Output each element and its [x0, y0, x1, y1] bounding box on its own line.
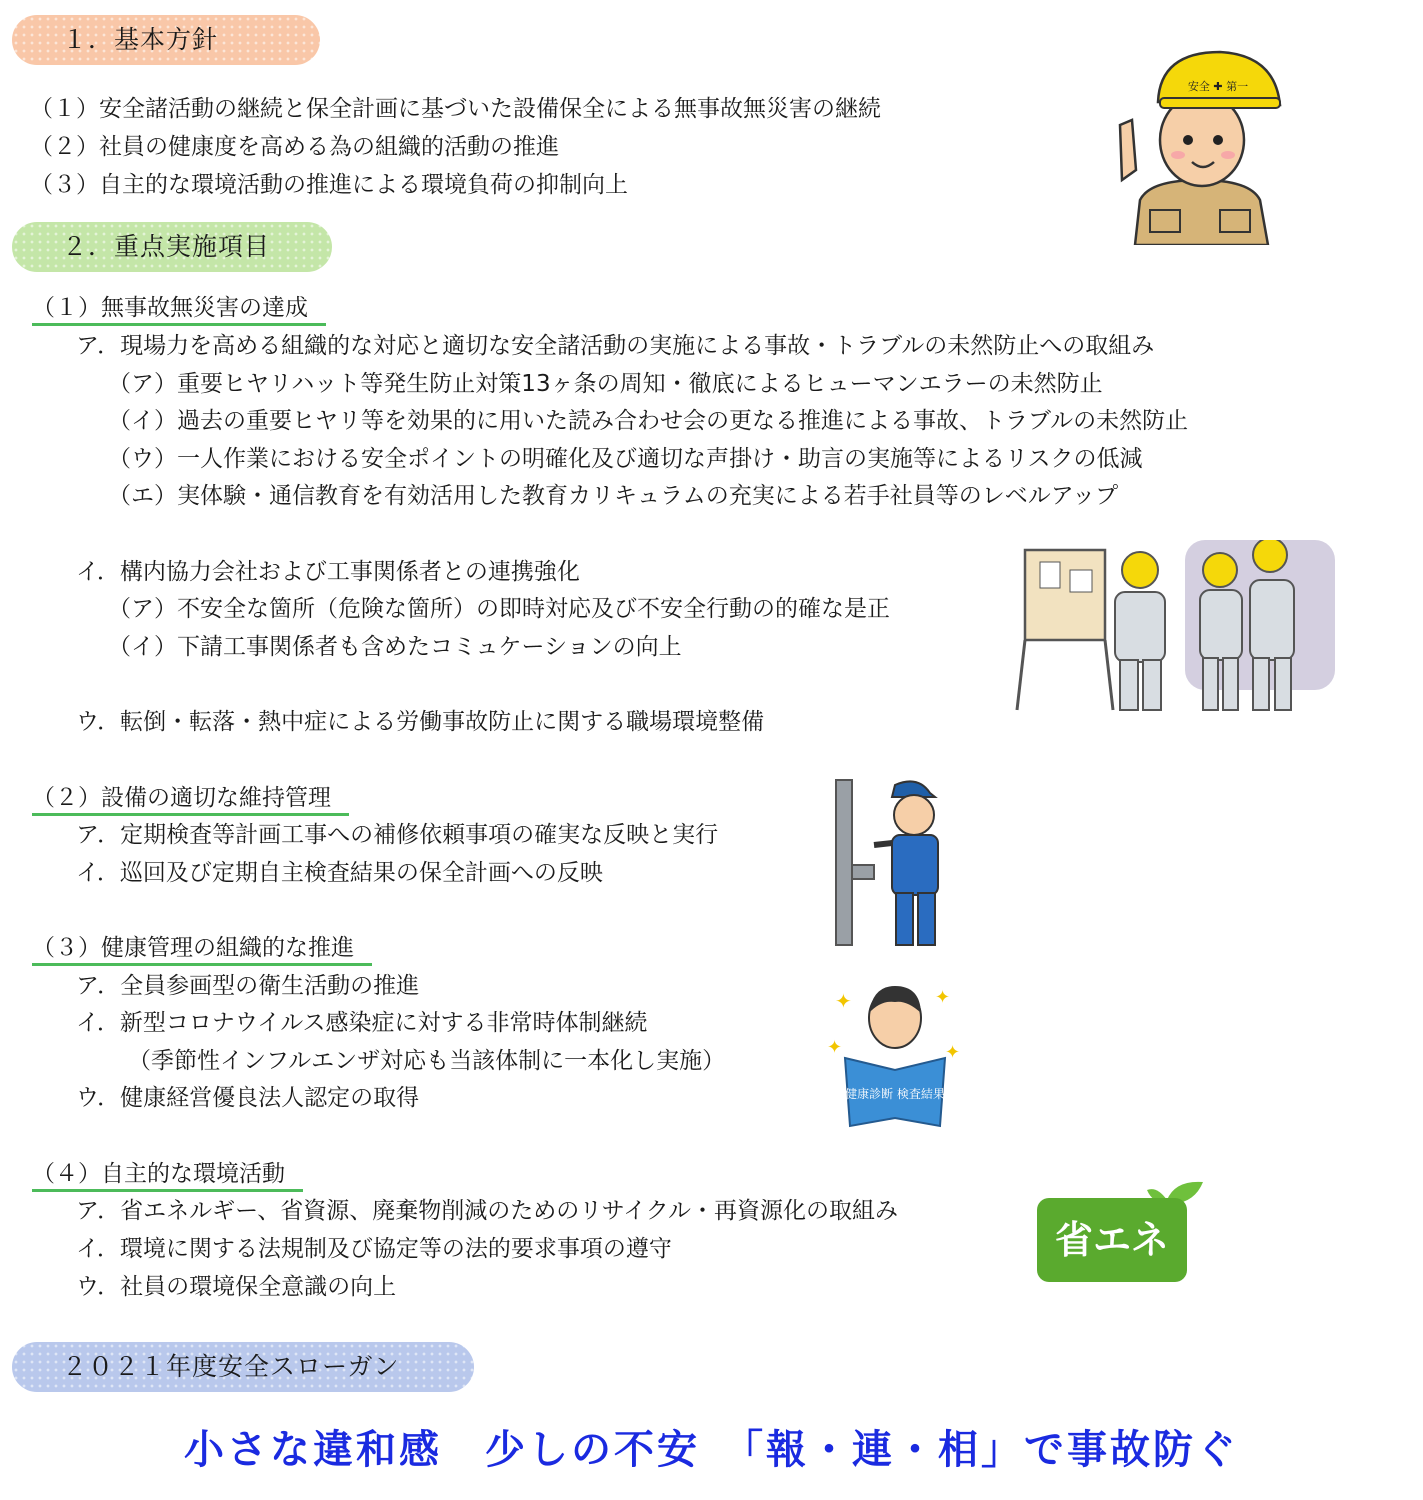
helmet-label: 安全 ✚ 第一	[1187, 80, 1249, 93]
group2-heading: （２）設備の適切な維持管理	[32, 783, 349, 816]
book-label: 健康診断 検査結果	[845, 1087, 945, 1101]
svg-text:✦: ✦	[835, 989, 852, 1013]
g4-item-1: ア．省エネルギー、省資源、廃棄物削減のためのリサイクル・再資源化の取組み	[76, 1198, 899, 1224]
svg-text:✦: ✦	[827, 1037, 843, 1058]
g3-item-i: イ．新型コロナウイルス感染症に対する非常時体制継続	[76, 1010, 648, 1036]
g4-item-2: イ．環境に関する法規制及び協定等の法的要求事項の遵守	[76, 1236, 672, 1262]
g1-i-sub-1: （ア）不安全な箇所（危険な箇所）の即時対応及び不安全行動の的確な是正	[108, 596, 890, 622]
section1-title: １．基本方針	[12, 15, 320, 65]
policy-item-1: （１）安全諸活動の継続と保全計画に基づいた設備保全による無事故無災害の継続	[30, 96, 881, 122]
energy-saving-badge	[1035, 1178, 1205, 1284]
g1-a-sub-1: （ア）重要ヒヤリハット等発生防止対策13ヶ条の周知・徹底によるヒューマンエラーの未然防止	[108, 371, 1103, 397]
safety-worker-illustration	[1110, 40, 1290, 245]
g1-item-i: イ．構内協力会社および工事関係者との連携強化	[76, 559, 580, 585]
section2-title: ２．重点実施項目	[12, 222, 332, 272]
g1-i-sub-2: （イ）下請工事関係者も含めたコミュケーションの向上	[108, 634, 682, 660]
group3-heading: （３）健康管理の組織的な推進	[32, 933, 372, 966]
g1-a-sub-2: （イ）過去の重要ヒヤリ等を効果的に用いた読み合わせ会の更なる推進による事故、トラブルの未然防止	[108, 408, 1189, 434]
g1-item-u: ウ．転倒・転落・熱中症による労働事故防止に関する職場環境整備	[76, 709, 765, 735]
policy-item-3: （３）自主的な環境活動の推進による環境負荷の抑制向上	[30, 172, 628, 198]
eco-label: 省エネ	[1054, 1218, 1170, 1262]
svg-text:✦: ✦	[935, 987, 951, 1008]
worker-meeting-illustration	[1015, 540, 1335, 720]
g3-item-i-note: （季節性インフルエンザ対応も当該体制に一本化し実施）	[128, 1048, 726, 1074]
g1-a-sub-4: （エ）実体験・通信教育を有効活用した教育カリキュラムの充実による若手社員等のレベルアップ	[108, 483, 1119, 509]
group1-heading: （１）無事故無災害の達成	[32, 293, 326, 326]
group4-heading: （４）自主的な環境活動	[32, 1159, 303, 1192]
maintenance-worker-illustration	[830, 775, 950, 950]
g4-item-3: ウ．社員の環境保全意識の向上	[76, 1274, 397, 1300]
g1-item-a: ア．現場力を高める組織的な対応と適切な安全諸活動の実施による事故・トラブルの未然防止への取組み	[76, 333, 1155, 359]
policy-item-2: （２）社員の健康度を高める為の組織的活動の推進	[30, 134, 559, 160]
g2-item-1: ア．定期検査等計画工事への補修依頼事項の確実な反映と実行	[76, 822, 719, 848]
g1-a-sub-3: （ウ）一人作業における安全ポイントの明確化及び適切な声掛け・助言の実施等によるリスクの低減	[108, 446, 1143, 472]
health-check-illustration	[825, 978, 965, 1128]
g2-item-2: イ．巡回及び定期自主検査結果の保全計画への反映	[76, 860, 603, 886]
slogan-title: ２０２１年度安全スローガン	[12, 1342, 474, 1392]
slogan-text: 小さな違和感 少しの不安 「報・連・相」で事故防ぐ	[184, 1427, 1239, 1473]
g3-item-a: ア．全員参画型の衛生活動の推進	[76, 973, 420, 999]
g3-item-u: ウ．健康経営優良法人認定の取得	[76, 1085, 420, 1111]
svg-text:✦: ✦	[945, 1042, 961, 1063]
